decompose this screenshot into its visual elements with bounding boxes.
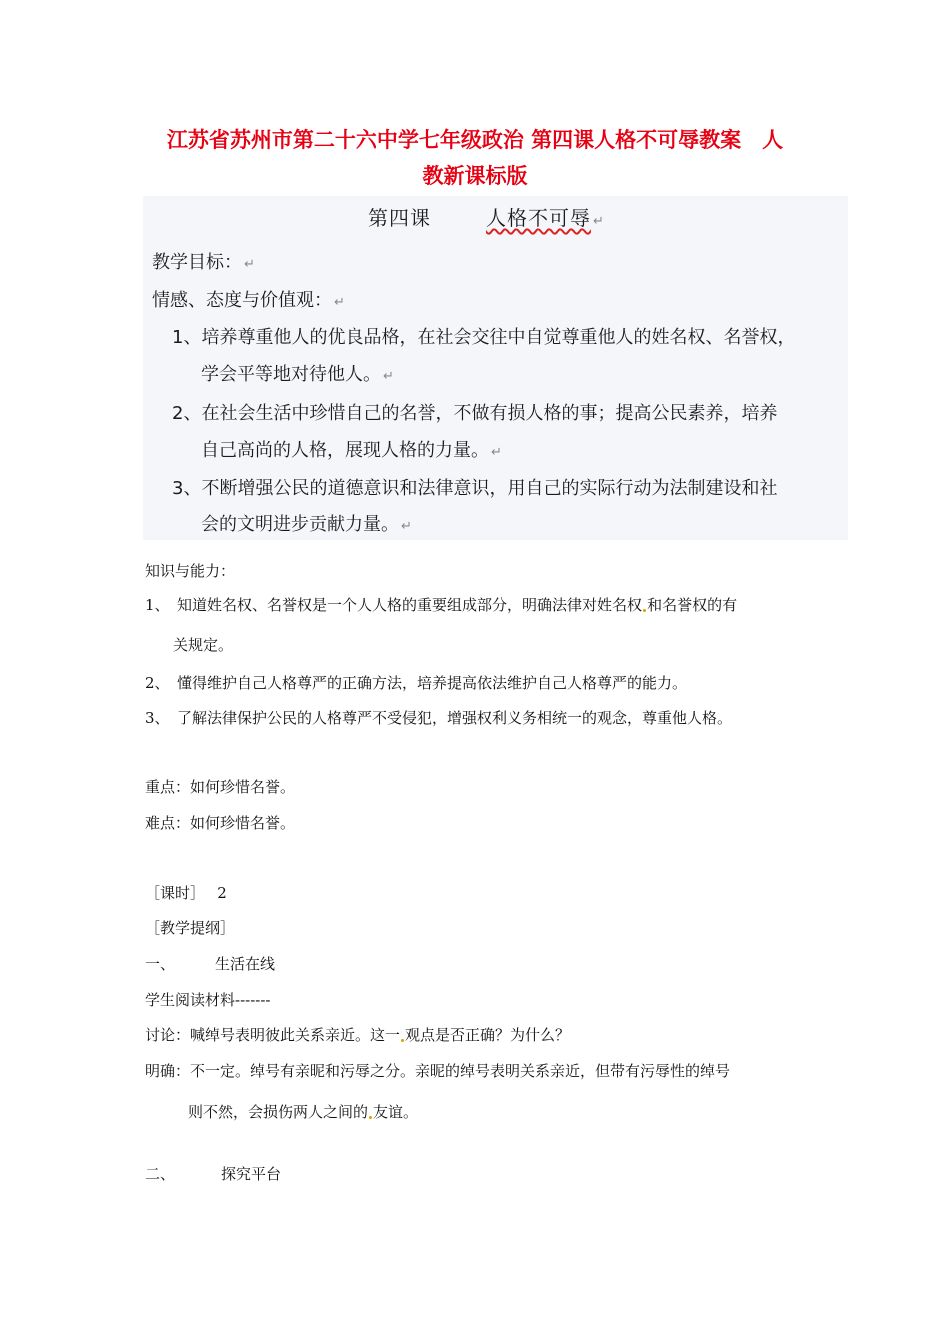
knowledge-item-1-line-1: 1、 知道姓名权、名誉权是一个人人格的重要组成部分，明确法律对姓名权 和名誉权的有 bbox=[145, 596, 738, 614]
reading-material: 学生阅读材料------- bbox=[145, 991, 271, 1009]
document-title bbox=[130, 122, 820, 194]
return-mark: ↵ bbox=[593, 214, 605, 229]
clarification-line-1: 明确：不一定。绰号有亲昵和污辱之分。亲昵的绰号表明关系亲近，但带有污辱性的绰号 bbox=[145, 1062, 731, 1080]
section-2-number: 二、 bbox=[145, 1165, 176, 1183]
key-point: 重点：如何珍惜名誉。 bbox=[145, 778, 296, 796]
goal-item-2-line-2: 自己高尚的人格，展现人格的力量。 ↵ bbox=[201, 440, 502, 461]
lesson-title: 人格不可辱 bbox=[486, 206, 591, 230]
goal-item-3-line-1: 3、不断增强公民的道德意识和法律意识，用自己的实际行动为法制建设和社 bbox=[172, 478, 778, 499]
lesson-heading bbox=[368, 202, 605, 231]
section-1-title: 生活在线 bbox=[215, 955, 276, 973]
clarification-line-2: 则不然，会损伤两人之间的 友谊。 bbox=[188, 1103, 419, 1121]
section-1-heading bbox=[145, 953, 275, 974]
document-title-line-2: 教新课标版 bbox=[422, 164, 528, 188]
section-1-number: 一、 bbox=[145, 955, 176, 973]
section-2-heading bbox=[145, 1163, 281, 1184]
document-title-line-1: 江苏省苏州市第二十六中学七年级政治 第四课人格不可辱教案 人 bbox=[166, 128, 784, 152]
lesson-number: 第四课 bbox=[368, 206, 431, 230]
knowledge-item-1-line-2: 关规定。 bbox=[173, 636, 234, 654]
goal-item-3-line-2: 会的文明进步贡献力量。 ↵ bbox=[201, 514, 412, 535]
knowledge-item-3: 3、 了解法律保护公民的人格尊严不受侵犯，增强权利义务相统一的观念，尊重他人格。 bbox=[145, 709, 733, 727]
discussion: 讨论：喊绰号表明彼此关系亲近。这一 观点是否正确？为什么？ bbox=[145, 1026, 571, 1044]
knowledge-item-2: 2、 懂得维护自己人格尊严的正确方法，培养提高依法维护自己人格尊严的能力。 bbox=[145, 674, 688, 692]
class-hours: ［课时］ 2 bbox=[145, 884, 227, 902]
knowledge-label: 知识与能力： bbox=[145, 562, 236, 580]
goal-item-1-line-2: 学会平等地对待他人。 ↵ bbox=[201, 364, 394, 385]
emotion-label: 情感、态度与价值观： ↵ bbox=[152, 290, 345, 311]
goal-item-1-line-1: 1、培养尊重他人的优良品格，在社会交往中自觉尊重他人的姓名权、名誉权， bbox=[172, 327, 796, 348]
section-2-title: 探究平台 bbox=[221, 1165, 282, 1183]
goal-item-2-line-1: 2、在社会生活中珍惜自己的名誉，不做有损人格的事；提高公民素养，培养 bbox=[172, 403, 778, 424]
difficult-point: 难点：如何珍惜名誉。 bbox=[145, 814, 296, 832]
outline-label: ［教学提纲］ bbox=[145, 919, 236, 937]
goals-label: 教学目标： ↵ bbox=[152, 252, 255, 273]
scanned-image-block bbox=[143, 196, 848, 540]
